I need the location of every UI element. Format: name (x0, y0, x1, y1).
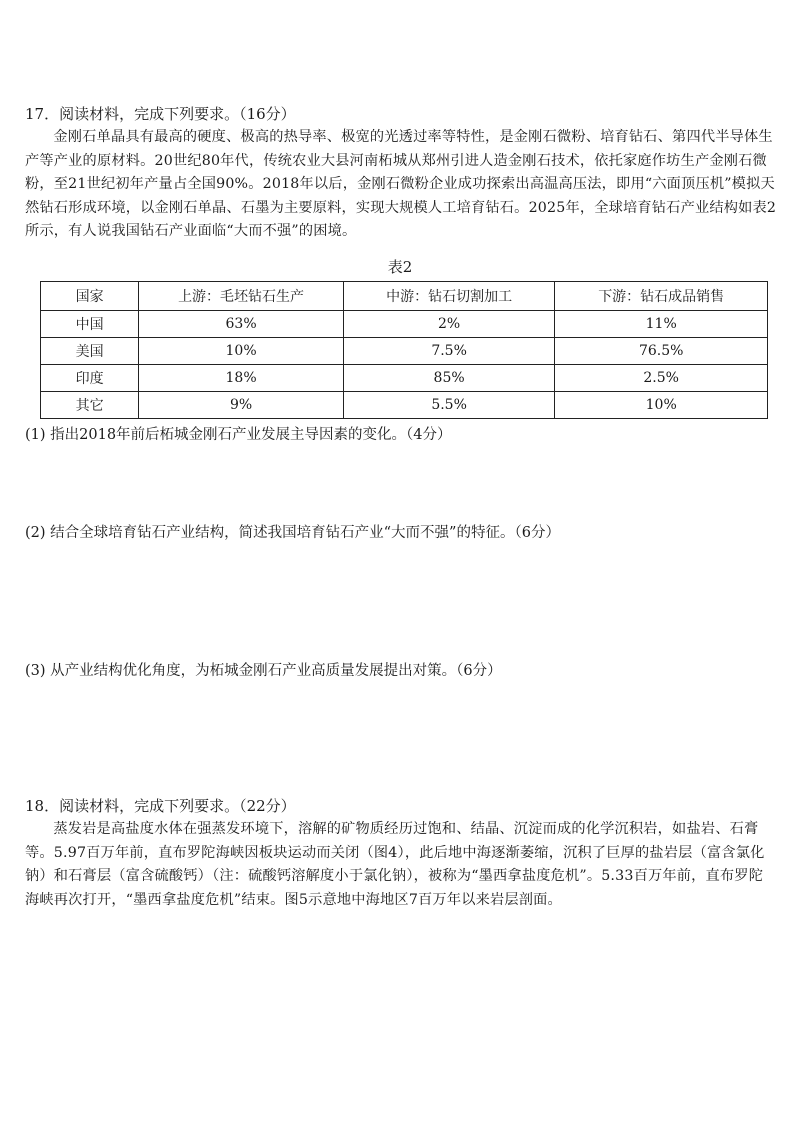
table-row (41, 392, 768, 419)
table-cell: 中国 (41, 311, 139, 338)
question-17-material (25, 126, 777, 244)
table-2-caption: 表2 (387, 258, 413, 276)
table-header-row (41, 282, 768, 311)
table-cell: 9% (139, 392, 344, 419)
question-18-title: 18．阅读材料，完成下列要求。（22分） (25, 797, 296, 815)
table-cell: 76.5% (555, 338, 768, 365)
question-17-sub-2: (2) 结合全球培育钻石产业结构，简述我国培育钻石产业“大而不强”的特征。（6分） (25, 525, 560, 541)
question-17-paragraph: 金刚石单晶具有最高的硬度、极高的热导率、极宽的光透过率等特性，是金刚石微粉、培育钻石、第四代半导体生产等产业的原材料。20世纪80年代，传统农业大县河南柘城从郑州引进人造金刚石技术，依托家庭作坊生产金刚石微粉，至21世纪初年产量占全国90%。2018年以后，金刚石微粉企业成功探索出高温高压法，即用“六面顶压机”模拟天然钻石形成环境，以金刚石单晶、石墨为主要原料，实现大规模人工培育钻石。2025年，全球培育钻石产业结构如表2所示，有人说我国钻石产业面临“大而不强”的困境。 (25, 129, 777, 240)
question-18-material (25, 818, 777, 912)
table-cell: 10% (139, 338, 344, 365)
question-17-title: 17．阅读材料，完成下列要求。（16分） (25, 105, 296, 123)
table-row (41, 311, 768, 338)
table-cell: 美国 (41, 338, 139, 365)
header-downstream: 下游：钻石成品销售 (555, 282, 768, 311)
table-cell: 85% (343, 365, 555, 392)
table-cell: 2.5% (555, 365, 768, 392)
table-cell: 2% (343, 311, 555, 338)
header-midstream: 中游：钻石切割加工 (343, 282, 555, 311)
table-cell: 18% (139, 365, 344, 392)
table-cell: 63% (139, 311, 344, 338)
table-row (41, 338, 768, 365)
header-upstream: 上游：毛坯钻石生产 (139, 282, 344, 311)
table-cell: 11% (555, 311, 768, 338)
question-18-paragraph: 蒸发岩是高盐度水体在强蒸发环境下，溶解的矿物质经历过饱和、结晶、沉淀而成的化学沉积岩，如盐岩、石膏等。5.97百万年前，直布罗陀海峡因板块运动而关闭（图4），此后地中海逐渐萎缩，沉积了巨厚的盐岩层（富含氯化钠）和石膏层（富含硫酸钙）（注：硫酸钙溶解度小于氯化钠），被称为“墨西拿盐度危机”。5.33百万年前，直布罗陀海峡再次打开，“墨西拿盐度危机”结束。图5示意地中海地区7百万年以来岩层剖面。 (25, 821, 765, 908)
header-country: 国家 (41, 282, 139, 311)
table-row (41, 365, 768, 392)
table-2 (40, 281, 768, 419)
table-cell: 7.5% (343, 338, 555, 365)
question-17-sub-1: (1) 指出2018年前后柘城金刚石产业发展主导因素的变化。（4分） (25, 427, 452, 443)
table-cell: 其它 (41, 392, 139, 419)
table-cell: 5.5% (343, 392, 555, 419)
table-cell: 印度 (41, 365, 139, 392)
question-17-sub-3: (3) 从产业结构优化角度，为柘城金刚石产业高质量发展提出对策。（6分） (25, 663, 502, 679)
table-cell: 10% (555, 392, 768, 419)
